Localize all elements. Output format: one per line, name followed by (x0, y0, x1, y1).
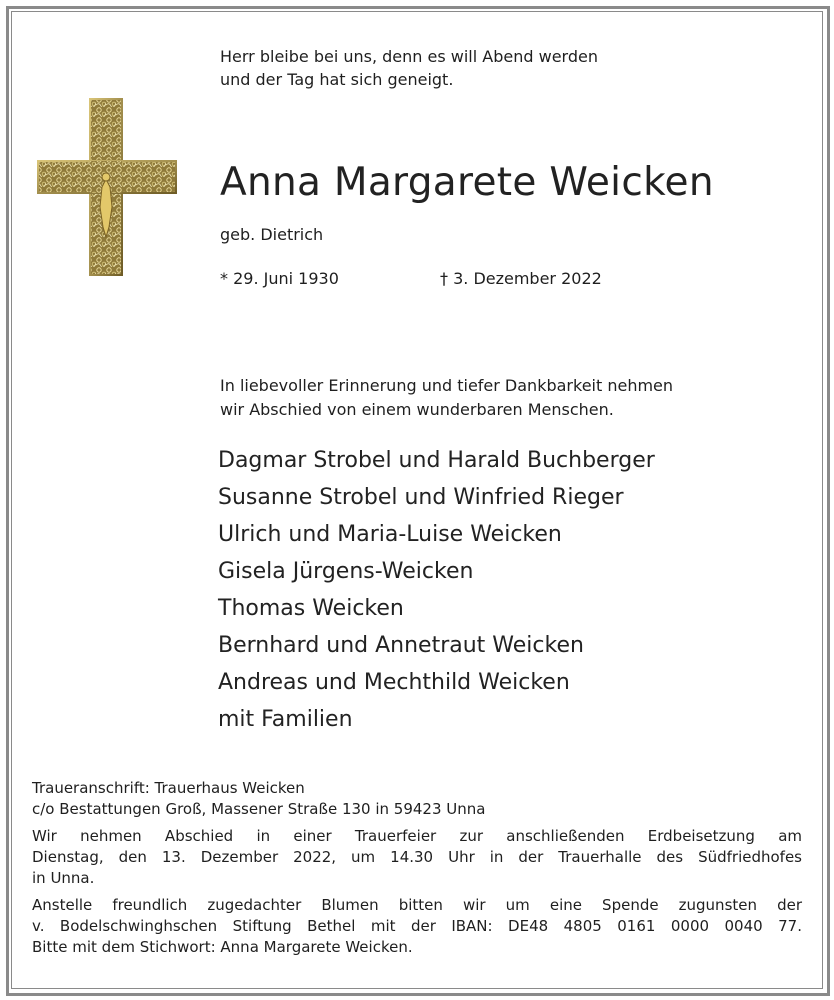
bible-verse (220, 45, 780, 91)
mourner-name: Susanne Strobel und Winfried Rieger (218, 485, 624, 510)
mourner-name: Thomas Weicken (218, 596, 404, 621)
ceremony-line-2: Dienstag, den 13. Dezember 2022, um 14.30 Uhr in der Trauerhalle des Südfriedhofes (32, 848, 802, 866)
farewell-text-line-2: wir Abschied von einem wunderbaren Menschen. (220, 400, 614, 419)
mourner-name: Ulrich und Maria-Luise Weicken (218, 522, 562, 547)
bible-verse-line-2: und der Tag hat sich geneigt. (220, 70, 454, 89)
birth-name: geb. Dietrich (220, 225, 324, 244)
donation-info (32, 895, 802, 958)
birth-date: * 29. Juni 1930 (220, 269, 339, 288)
donation-line-2: v. Bodelschwinghschen Stiftung Bethel mit der IBAN: DE48 4805 0161 0000 0040 77. (32, 917, 802, 935)
bible-verse-line-1: Herr bleibe bei uns, denn es will Abend werden (220, 47, 598, 66)
mourner-name: Gisela Jürgens-Weicken (218, 559, 474, 584)
footer-info (32, 778, 802, 964)
farewell-text-line-1: In liebevoller Erinnerung und tiefer Dankbarkeit nehmen (220, 376, 674, 395)
mourning-address (32, 778, 802, 820)
ornate-gold-cross-icon (36, 97, 178, 277)
mourner-name: Dagmar Strobel und Harald Buchberger (218, 448, 655, 473)
ceremony-line-1: Wir nehmen Abschied in einer Trauerfeier zur anschließenden Erdbeisetzung am (32, 827, 802, 845)
mourners-list (218, 442, 655, 738)
death-date: † 3. Dezember 2022 (440, 269, 602, 288)
ceremony-info (32, 826, 802, 889)
mourner-name: Bernhard und Annetraut Weicken (218, 633, 584, 658)
ceremony-line-3: in Unna. (32, 869, 95, 887)
deceased-name: Anna Margarete Weicken (220, 160, 714, 205)
farewell-text (220, 374, 800, 422)
mourner-name: mit Familien (218, 707, 353, 732)
mourning-address-line-1: Traueranschrift: Trauerhaus Weicken (32, 779, 305, 797)
donation-line-3: Bitte mit dem Stichwort: Anna Margarete Weicken. (32, 938, 413, 956)
mourner-name: Andreas und Mechthild Weicken (218, 670, 570, 695)
donation-line-1: Anstelle freundlich zugedachter Blumen bitten wir um eine Spende zugunsten der (32, 896, 802, 914)
mourning-address-line-2: c/o Bestattungen Groß, Massener Straße 130 in 59423 Unna (32, 800, 486, 818)
